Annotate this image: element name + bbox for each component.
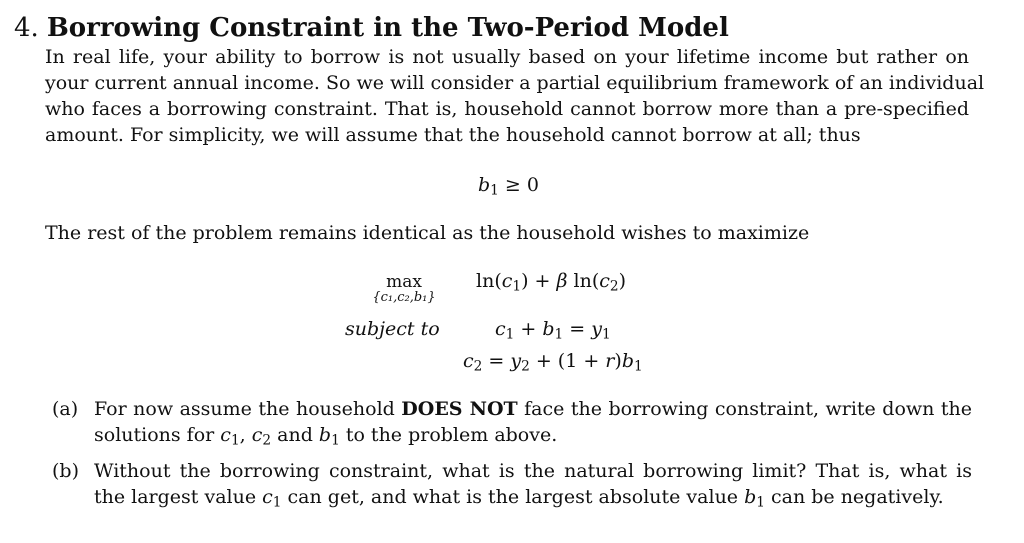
bc1-c: c (495, 318, 506, 340)
obj-close-1: ) + (521, 270, 557, 292)
obj-ln-1: ln( (476, 270, 502, 292)
eq-sub-1: 1 (490, 182, 499, 199)
part-a-emphasis: DOES NOT (401, 398, 518, 420)
problem-number: 4. (14, 13, 39, 43)
part-b-l2-post: can be negatively. (764, 486, 944, 508)
bc2-y-sub: 2 (521, 358, 530, 375)
intro-paragraph (45, 44, 985, 148)
obj-c1: c (501, 270, 513, 292)
part-a-l1-pre: For now assume the household (94, 398, 402, 420)
bc2-close: ) (614, 350, 622, 372)
bc2-c-sub: 2 (473, 358, 483, 375)
intro-line-3: who faces a borrowing constraint. That is, household cannot borrow more than a pre-specified (45, 98, 969, 120)
bc1-b-sub: 1 (554, 326, 564, 343)
problem-heading (14, 12, 729, 44)
part-a-l2-pre: solutions for (94, 424, 221, 446)
bc2-b: b (621, 350, 634, 372)
part-a-label: (a) (52, 398, 79, 420)
bc1-y-sub: 1 (601, 326, 611, 343)
intro-line-4: amount. For simplicity, we will assume that the household cannot borrow at all; thus (45, 124, 861, 146)
part-a-c1: c (220, 424, 231, 446)
obj-c1-sub: 1 (512, 278, 522, 295)
bc2-eq: = (482, 350, 511, 372)
part-b-l2-pre: the largest value (94, 486, 263, 508)
part-b-l2-mid: can get, and what is the largest absolute value (281, 486, 745, 508)
part-a-c2: c (251, 424, 263, 446)
subject-to-label: subject to (345, 318, 440, 340)
bc2-y: y (510, 350, 522, 372)
bc1-c-sub: 1 (505, 326, 515, 343)
part-a-l2-post: to the problem above. (339, 424, 558, 446)
intro-line-1: In real life, your ability to borrow is not usually based on your lifetime income but rather on (45, 46, 969, 68)
eq-var-b: b (478, 174, 491, 196)
part-a-line-1 (94, 396, 972, 422)
rest-paragraph (45, 220, 969, 246)
bc2-c: c (463, 350, 474, 372)
part-a-and: and (271, 424, 319, 446)
bc2-b-sub: 1 (633, 358, 643, 375)
obj-ln-2: ln( (567, 270, 600, 292)
max-operator: max (386, 272, 422, 292)
part-b-label: (b) (52, 460, 79, 482)
part-a-body (94, 396, 972, 453)
obj-c2: c (599, 270, 610, 292)
part-b-line-1: Without the borrowing constraint, what is the natural borrowing limit? That is, what is (94, 460, 972, 482)
bc1-eq: = (563, 318, 592, 340)
part-b-body (94, 458, 972, 515)
part-a-line-2 (94, 422, 972, 453)
part-b-b1-sub: 1 (756, 494, 765, 511)
intro-line-2: your current annual income. So we will consider a partial equilibrium framework of an individual (45, 72, 985, 94)
part-b-b1: b (744, 486, 757, 508)
bc1-y: y (591, 318, 602, 340)
obj-c2-sub: 2 (609, 278, 619, 295)
part-a-b1-sub: 1 (331, 432, 340, 449)
objective-function (476, 268, 626, 299)
budget-constraint-2 (463, 348, 643, 379)
part-a-b1: b (318, 424, 332, 446)
budget-constraint-1 (495, 316, 611, 347)
rest-line: The rest of the problem remains identical as the household wishes to maximize (45, 222, 810, 244)
bc2-mid: + (1 + (529, 350, 606, 372)
part-a-c2-sub: 2 (262, 432, 272, 449)
part-b-c1: c (262, 486, 273, 508)
part-a-c1-sub: 1 (230, 432, 240, 449)
borrowing-constraint-equation (478, 172, 539, 203)
part-b-line-2 (94, 484, 972, 515)
obj-close-2: ) (618, 270, 627, 292)
part-a-comma: , (239, 424, 252, 446)
choice-variables: {c₁,c₂,b₁} (372, 290, 436, 305)
bc1-plus: + (514, 318, 543, 340)
part-a-l1-post: face the borrowing constraint, write down the (517, 398, 972, 420)
bc2-r: r (605, 350, 615, 372)
part-b-c1-sub: 1 (272, 494, 282, 511)
bc1-b: b (542, 318, 555, 340)
problem-title: Borrowing Constraint in the Two-Period Model (46, 13, 729, 43)
eq-relation: ≥ 0 (498, 174, 539, 196)
obj-beta: β (556, 270, 568, 292)
